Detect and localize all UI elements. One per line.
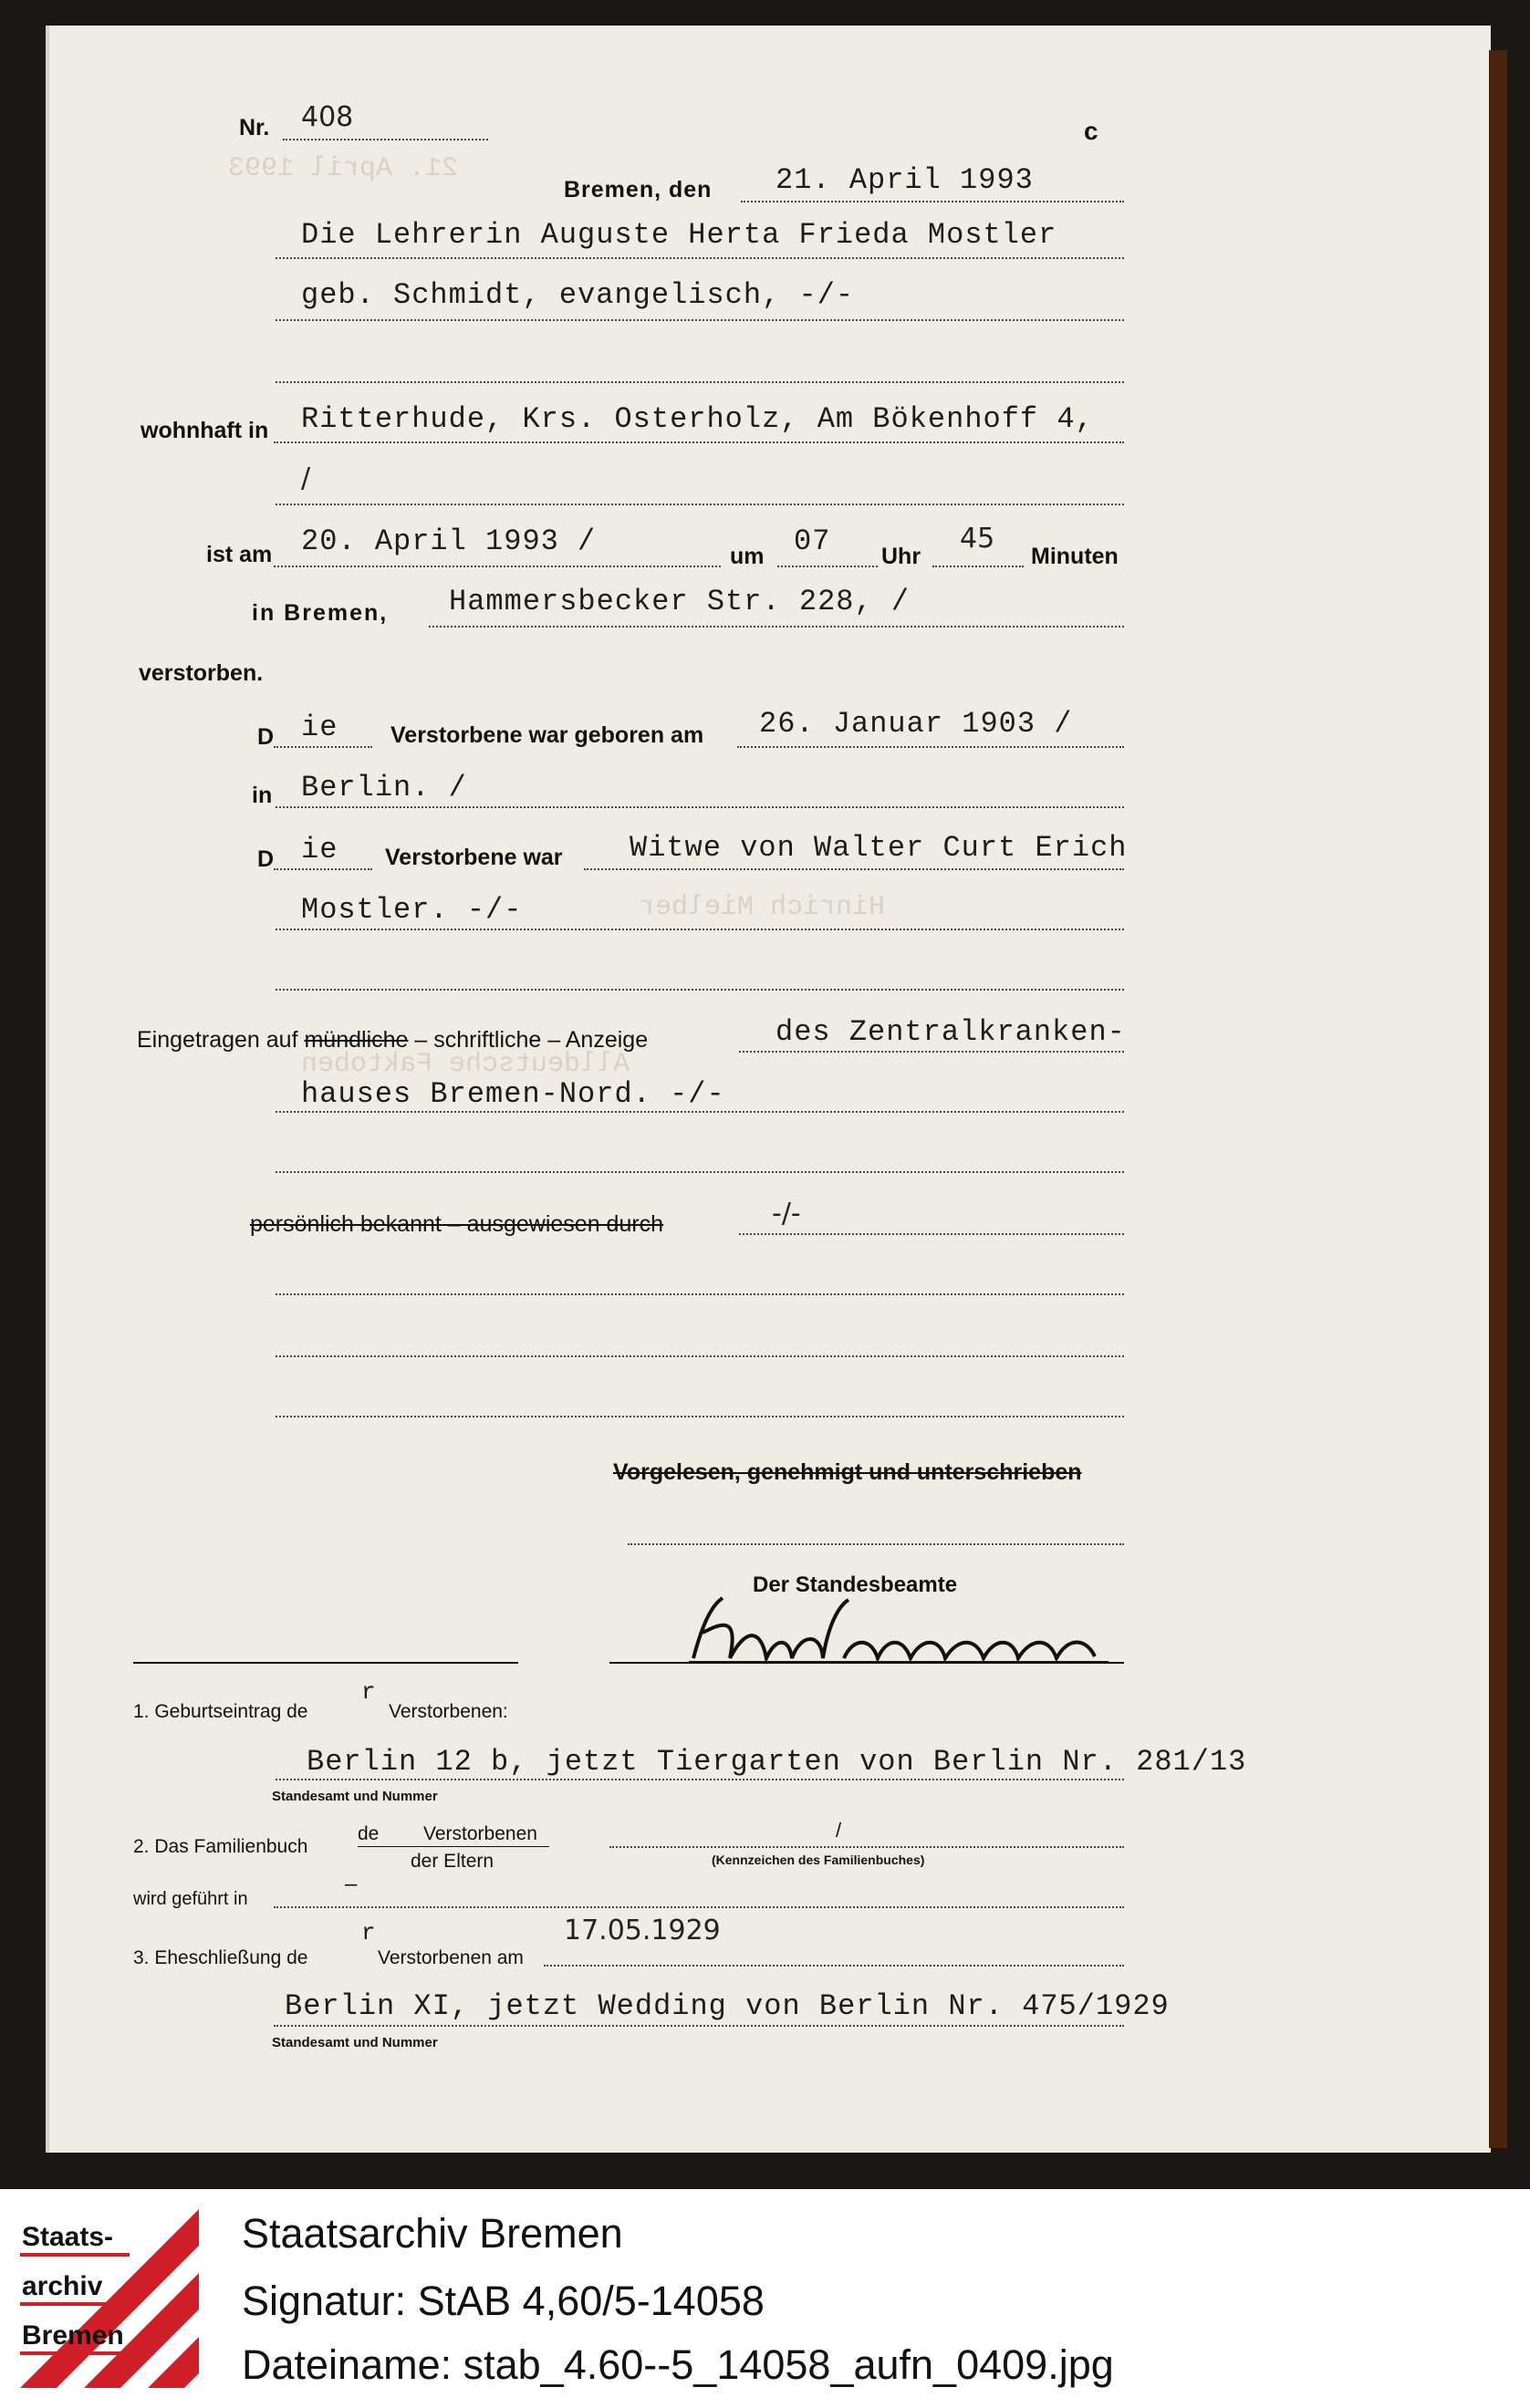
note1-label-a: 1. Geburtseintrag de [133, 1701, 308, 1722]
nr-line [283, 139, 488, 140]
known-rule [739, 1233, 1124, 1235]
birth-date-rule [737, 746, 1124, 748]
archive-name: Staatsarchiv Bremen [242, 2210, 623, 2257]
record-letter: c [1084, 117, 1098, 145]
ghost-bleed-text: 21. April 1993 [228, 153, 459, 184]
note2-book-rule [609, 1846, 1124, 1848]
d1-prefix: D [257, 724, 275, 750]
was-label: Verstorbene war [385, 845, 563, 870]
archive-filename: Dateiname: stab_4.60--5_14058_aufn_0409.jpg [242, 2341, 1114, 2388]
birth-place: Berlin. / [301, 771, 467, 804]
um-label: um [730, 544, 765, 569]
blank-rule [276, 381, 1124, 383]
name-line-1-rule [276, 257, 1124, 259]
d2-prefix: D [257, 846, 275, 872]
blank-rule [276, 1416, 1124, 1417]
read-label-struck: Vorgelesen, genehmigt und unterschrieben [613, 1459, 1082, 1485]
death-minute: 45 [960, 523, 995, 555]
registered-rule-2 [276, 1111, 1124, 1113]
note2-eltern: der Eltern [411, 1851, 494, 1872]
office-number-label: Standesamt und Nummer [272, 1789, 438, 1804]
death-label: ist am [206, 542, 273, 567]
uhr-label: Uhr [881, 544, 921, 569]
witness-signature-rule [133, 1662, 518, 1664]
registered-rule-1 [739, 1051, 1124, 1053]
official-signature-rule [609, 1662, 1124, 1664]
blank-rule [276, 1355, 1124, 1357]
residence-rule-1 [274, 441, 1124, 443]
signature-area [675, 1587, 1122, 1669]
registered-line-2: hauses Bremen-Nord. -/- [301, 1077, 725, 1111]
hour-rule [777, 566, 878, 567]
read-rule [628, 1543, 1124, 1545]
ghost-bleed-text: Alldeutsche Faktoben [301, 1049, 630, 1080]
blank-rule [276, 989, 1124, 991]
death-date-rule [274, 566, 721, 567]
blank-rule [276, 1171, 1124, 1173]
record-date: 21. April 1993 [775, 163, 1034, 197]
note1-rule [276, 1779, 1124, 1780]
born-label: Verstorbene war geboren am [390, 722, 704, 748]
name-line-1: Die Lehrerin Auguste Herta Frieda Mostler [301, 218, 1057, 252]
verstorben-label: verstorben. [139, 660, 264, 686]
note3-value: Berlin XI, jetzt Wedding von Berlin Nr. 475/1929 [285, 1989, 1170, 2023]
note2-verstorbenen: Verstorbenen [423, 1823, 537, 1844]
in-label: in [252, 783, 273, 808]
spouse-line-1: Witwe von Walter Curt Erich [630, 831, 1128, 865]
book-page-edge [1489, 50, 1507, 2148]
residence-line-1: Ritterhude, Krs. Osterholz, Am Bökenhoff 4, [301, 402, 1094, 436]
note3-rule [274, 2025, 1124, 2027]
name-line-2: geb. Schmidt, evangelisch, -/- [301, 278, 855, 312]
name-line-2-rule [276, 319, 1124, 321]
note3-sup: r [361, 1919, 377, 1946]
registered-label-b: – schriftliche – Anzeige [414, 1027, 649, 1053]
official-label: Der Standesbeamte [753, 1572, 958, 1597]
death-hour: 07 [794, 524, 831, 558]
place-date-label: Bremen, den [564, 177, 713, 202]
registered-label-struck: mündliche [304, 1027, 409, 1053]
archive-signature: Signatur: StAB 4,60/5-14058 [242, 2278, 765, 2324]
spouse-line-2: Mostler. -/- [301, 893, 523, 927]
note3-date: 17.05.1929 [564, 1915, 721, 1946]
registered-label [137, 1029, 648, 1052]
in-bremen-label: in Bremen, [252, 600, 389, 626]
death-date: 20. April 1993 / [301, 524, 597, 558]
note1-value: Berlin 12 b, jetzt Tiergarten von Berlin Nr. 281/13 [307, 1745, 1247, 1779]
note2-wird-label: wird geführt in [133, 1889, 248, 1909]
note2-value: – [345, 1872, 358, 1896]
note3-label-b: Verstorbenen am [378, 1947, 524, 1968]
birth-date: 26. Januar 1903 / [759, 707, 1073, 741]
note1-label-b: Verstorbenen: [389, 1701, 508, 1722]
document-page [46, 26, 1491, 2153]
note3-label-a: 3. Eheschließung de [133, 1947, 308, 1968]
spouse-rule-2 [276, 929, 1124, 930]
minuten-label: Minuten [1031, 544, 1119, 569]
death-place-rule [429, 626, 1124, 628]
residence-label: wohnhaft in [141, 418, 269, 443]
logo-text-2: archiv [22, 2271, 103, 2301]
note3-date-rule [544, 1965, 1124, 1967]
known-value: -/- [772, 1198, 801, 1230]
registered-line-1: des Zentralkranken- [775, 1015, 1126, 1049]
note2-kennzeichen: (Kennzeichen des Familienbuches) [712, 1853, 925, 1867]
note2-de: de [358, 1823, 380, 1844]
d2-suffix: ie [301, 833, 338, 867]
logo-text-1: Staats- [22, 2222, 114, 2252]
note2-fraction-rule [358, 1846, 549, 1847]
archive-footer [0, 2189, 1530, 2408]
note2-label: 2. Das Familienbuch [133, 1836, 308, 1857]
nr-label: Nr. [239, 115, 270, 140]
note1-sup: r [361, 1678, 377, 1706]
logo-text-3: Bremen [22, 2320, 124, 2351]
registered-label-a: Eingetragen auf [137, 1027, 298, 1053]
staatsarchiv-logo [20, 2209, 199, 2388]
date-line [741, 201, 1124, 202]
ghost-bleed-text: Hinrich Mielber [639, 892, 886, 923]
birth-place-rule [276, 806, 1124, 808]
minute-rule [932, 566, 1024, 567]
note2-place-rule [274, 1906, 1124, 1908]
residence-line-2: / [301, 462, 311, 494]
nr-value: 408 [301, 101, 354, 133]
residence-rule-2 [276, 503, 1124, 505]
d1-suffix: ie [301, 711, 338, 744]
death-place: Hammersbecker Str. 228, / [449, 585, 911, 618]
signature-icon [675, 1587, 1122, 1669]
note1-label [133, 1702, 307, 1721]
office-number-label-2: Standesamt und Nummer [272, 2035, 438, 2050]
d1-rule [274, 746, 372, 748]
known-label-struck: persönlich bekannt – ausgewiesen durch [250, 1211, 664, 1237]
d2-rule [274, 868, 372, 870]
spouse-rule-1 [584, 868, 1124, 870]
blank-rule [276, 1293, 1124, 1295]
note2-slash: / [836, 1819, 842, 1842]
